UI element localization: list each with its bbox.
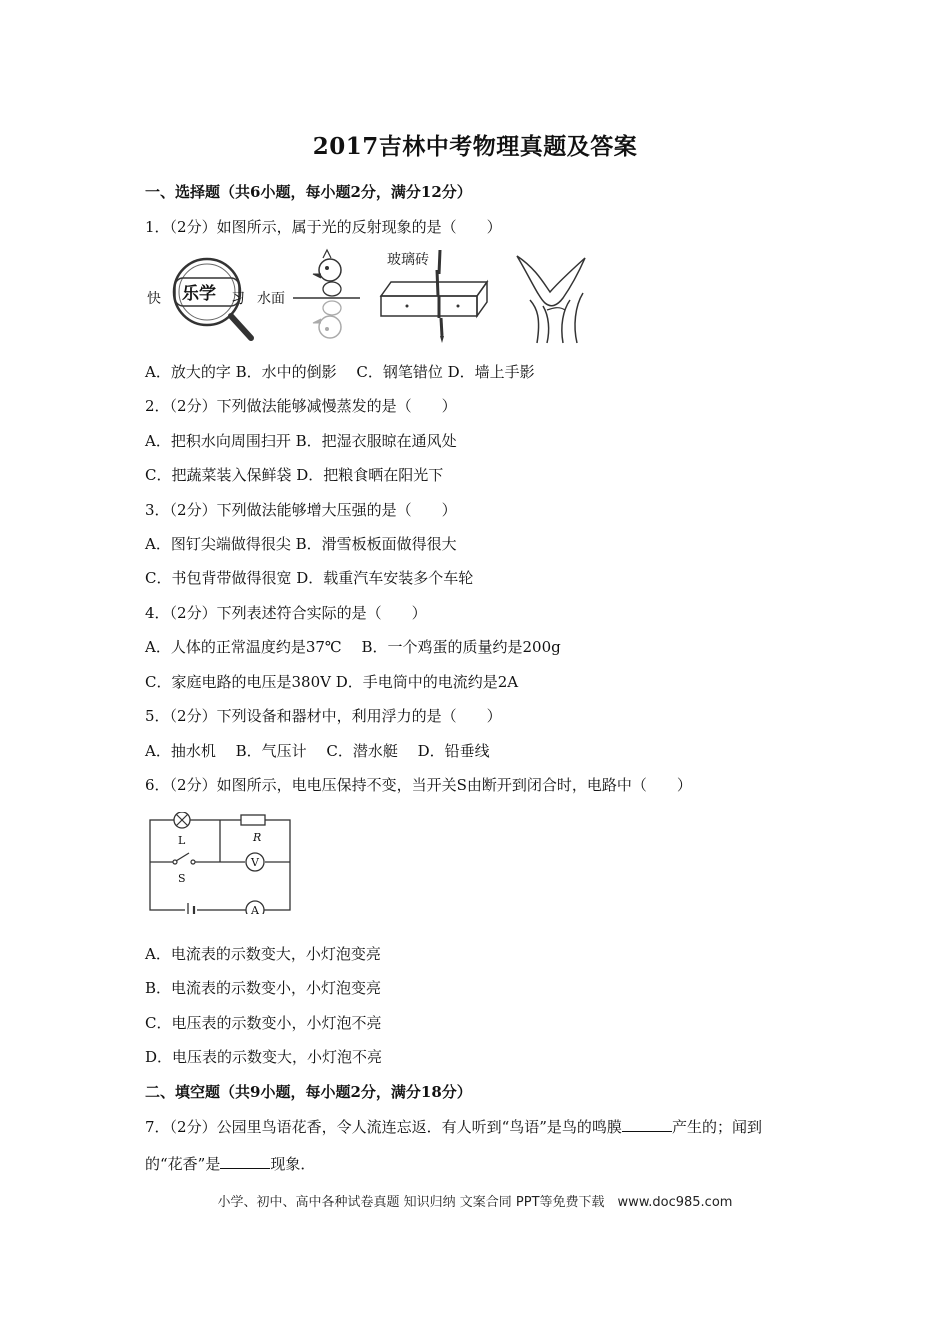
page-title: 2017吉林中考物理真题及答案 <box>312 133 638 160</box>
question-4-options-line2: C．家庭电路的电压是380V D．手电筒中的电流约是2A <box>145 673 519 691</box>
question-3-options-line2: C．书包背带做得很宽 D．载重汽车安装多个车轮 <box>145 569 474 587</box>
question-3-stem: 3．（2分）下列做法能够增大压强的是（ ） <box>145 501 457 519</box>
answer-blank-2[interactable] <box>220 1154 270 1169</box>
question-6-stem: 6．（2分）如图所示，电电压保持不变，当开关S由断开到闭合时，电路中（ ） <box>145 776 692 794</box>
section-heading-choice: 一、选择题（共6小题，每小题2分，满分12分） <box>145 183 472 201</box>
circuit-label-resistor: R <box>253 831 262 844</box>
question-2-options-line1: A．把积水向周围扫开 B．把湿衣服晾在通风处 <box>145 432 457 450</box>
bird-reflection-icon <box>293 250 360 338</box>
voltmeter-label: V <box>251 856 259 869</box>
switch-icon <box>173 853 195 864</box>
voltmeter-icon <box>246 853 264 871</box>
figure1-label-xi: 习 <box>231 291 245 307</box>
question-2-options-line2: C．把蔬菜装入保鲜袋 D．把粮食晒在阳光下 <box>145 466 444 484</box>
question-2-stem: 2．（2分）下列做法能够减慢蒸发的是（ ） <box>145 397 457 415</box>
question-5-options: A．抽水机 B．气压计 C．潜水艇 D．铅垂线 <box>145 742 490 760</box>
figure1-label-kuai: 快 <box>147 291 161 307</box>
question-1-options: A．放大的字 B．水中的倒影 C．钢笔错位 D．墙上手影 <box>145 363 535 381</box>
question-7-stem-part1: 7．（2分）公园里鸟语花香，令人流连忘返．有人听到“鸟语”是鸟的鸣膜 <box>145 1118 622 1136</box>
circuit-wires <box>150 820 290 910</box>
ammeter-label: A <box>251 904 259 914</box>
answer-blank-1[interactable] <box>622 1117 672 1132</box>
question-4-stem: 4．（2分）下列表述符合实际的是（ ） <box>145 604 427 622</box>
question-7-line2-part2: 现象． <box>270 1155 316 1173</box>
question-6-option-a: A．电流表的示数变大，小灯泡变亮 <box>145 945 381 963</box>
figure1-label-water-surface: 水面 <box>257 291 285 307</box>
battery-icon <box>185 902 197 914</box>
lamp-icon <box>174 812 190 828</box>
question-6-option-d: D．电压表的示数变大，小灯泡不亮 <box>145 1048 383 1066</box>
question-3-options-line1: A．图钉尖端做得很尖 B．滑雪板板面做得很大 <box>145 535 457 553</box>
section-heading-fill-in: 二、填空题（共9小题，每小题2分，满分18分） <box>145 1083 472 1101</box>
question-6-option-b: B．电流表的示数变小，小灯泡变亮 <box>145 979 382 997</box>
question-6-option-c: C．电压表的示数变小，小灯泡不亮 <box>145 1014 382 1032</box>
question-6-circuit-figure <box>145 812 295 914</box>
question-1-stem: 1．（2分）如图所示，属于光的反射现象的是（ ） <box>145 218 502 236</box>
circuit-label-switch: S <box>178 872 186 885</box>
resistor-icon <box>241 815 265 825</box>
hand-shadow-icon <box>517 256 585 343</box>
question-7-line2-part1: 的“花香”是 <box>145 1155 221 1173</box>
figure1-label-lexue: 乐学 <box>182 284 216 304</box>
question-7-line1 <box>145 1117 762 1137</box>
ammeter-icon <box>246 901 264 914</box>
question-4-options-line1: A．人体的正常温度约是37℃ B．一个鸡蛋的质量约是200g <box>145 638 561 656</box>
question-1-figure <box>145 248 605 348</box>
question-7-line2 <box>145 1154 315 1174</box>
question-7-stem-part2: 产生的；闻到 <box>671 1118 762 1136</box>
page-footer: 小学、初中、高中各种试卷真题 知识归纳 文案合同 PPT等免费下载 www.doc985.com <box>217 1195 733 1210</box>
circuit-label-lamp: L <box>178 834 186 847</box>
question-5-stem: 5．（2分）下列设备和器材中，利用浮力的是（ ） <box>145 707 502 725</box>
figure1-label-glass-brick: 玻璃砖 <box>387 252 429 268</box>
